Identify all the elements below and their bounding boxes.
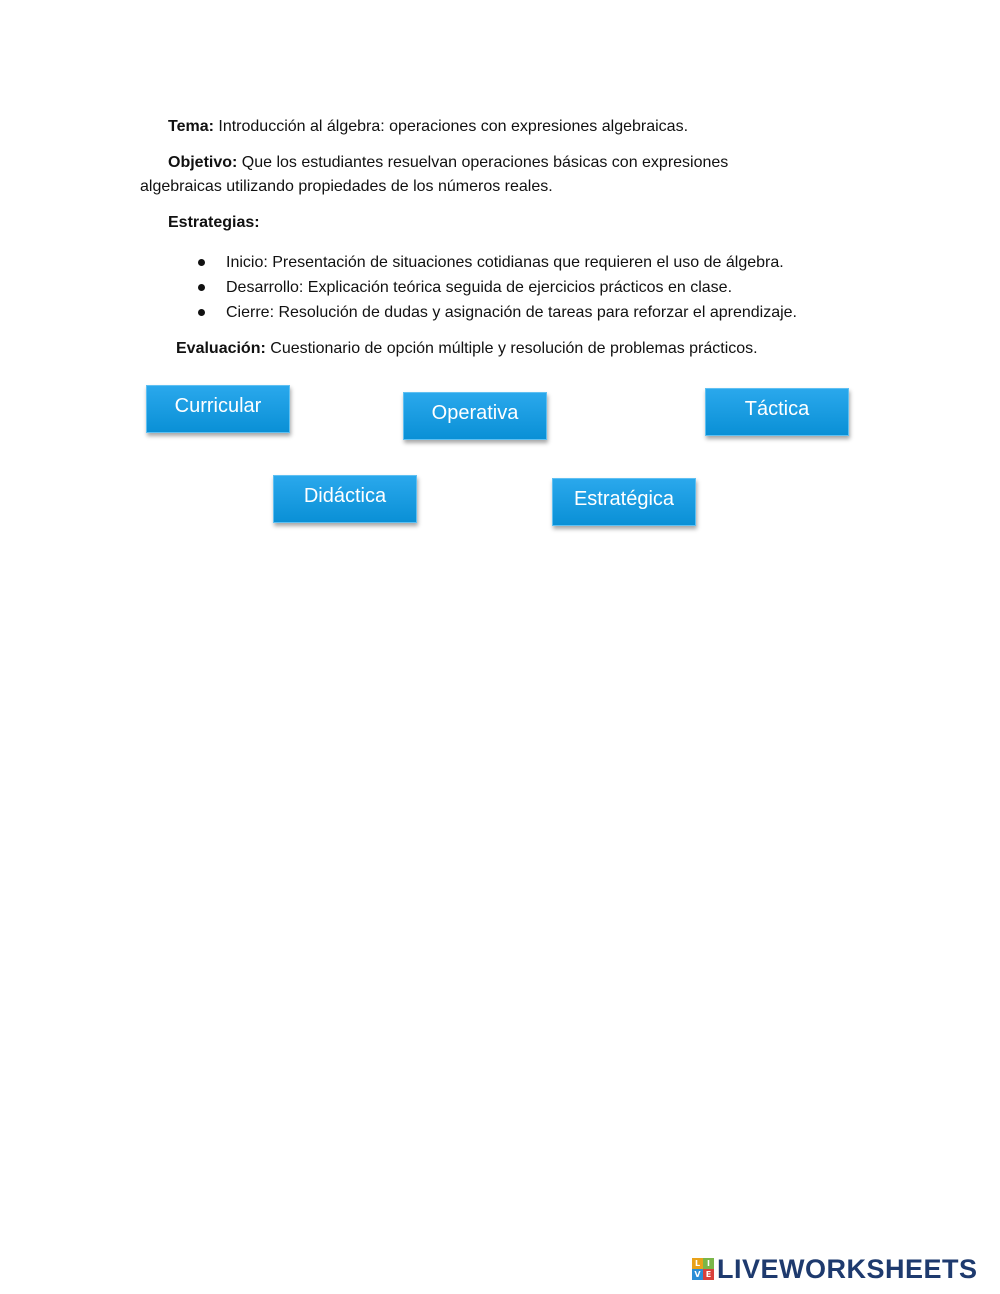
liveworksheets-logo-icon [692,1258,714,1280]
logo-letter-i: I [703,1258,714,1269]
objetivo-text-line2: algebraicas utilizando propiedades de los números reales. [140,178,553,195]
list-item [198,275,797,300]
drag-card-tactica[interactable]: Táctica [705,388,849,436]
estrategias-label: Estrategias: [168,214,260,231]
bullet-icon [198,259,205,266]
evaluacion-paragraph [176,337,758,361]
tema-paragraph [168,115,688,139]
objetivo-paragraph [140,151,728,199]
list-item [198,300,797,325]
list-item-text: Cierre: Resolución de dudas y asignación de tareas para reforzar el aprendizaje. [226,304,797,321]
logo-letter-l: L [692,1258,703,1269]
bullet-icon [198,284,205,291]
evaluacion-text: Cuestionario de opción múltiple y resolución de problemas prácticos. [265,340,758,357]
tema-text: Introducción al álgebra: operaciones con expresiones algebraicas. [213,118,689,135]
objetivo-label: Objetivo: [168,154,238,171]
evaluacion-label: Evaluación: [176,340,266,357]
drag-card-curricular[interactable]: Curricular [146,385,290,433]
list-item-text: Desarrollo: Explicación teórica seguida de ejercicios prácticos en clase. [226,279,733,296]
drag-card-operativa[interactable]: Operativa [403,392,547,440]
logo-text: LIVEWORKSHEETS [717,1253,978,1284]
tema-label: Tema: [168,118,214,135]
drag-card-estrategica[interactable]: Estratégica [552,478,696,526]
estrategias-list [198,250,797,325]
objetivo-text-line1: Que los estudiantes resuelvan operaciones básicas con expresiones [237,154,729,171]
logo-letter-v: V [692,1269,703,1280]
list-item-text: Inicio: Presentación de situaciones cotidianas que requieren el uso de álgebra. [226,254,784,271]
bullet-icon [198,309,205,316]
list-item [198,250,797,275]
liveworksheets-logo [692,1253,978,1284]
estrategias-heading [168,211,260,235]
drag-card-didactica[interactable]: Didáctica [273,475,417,523]
logo-letter-e: E [703,1269,714,1280]
